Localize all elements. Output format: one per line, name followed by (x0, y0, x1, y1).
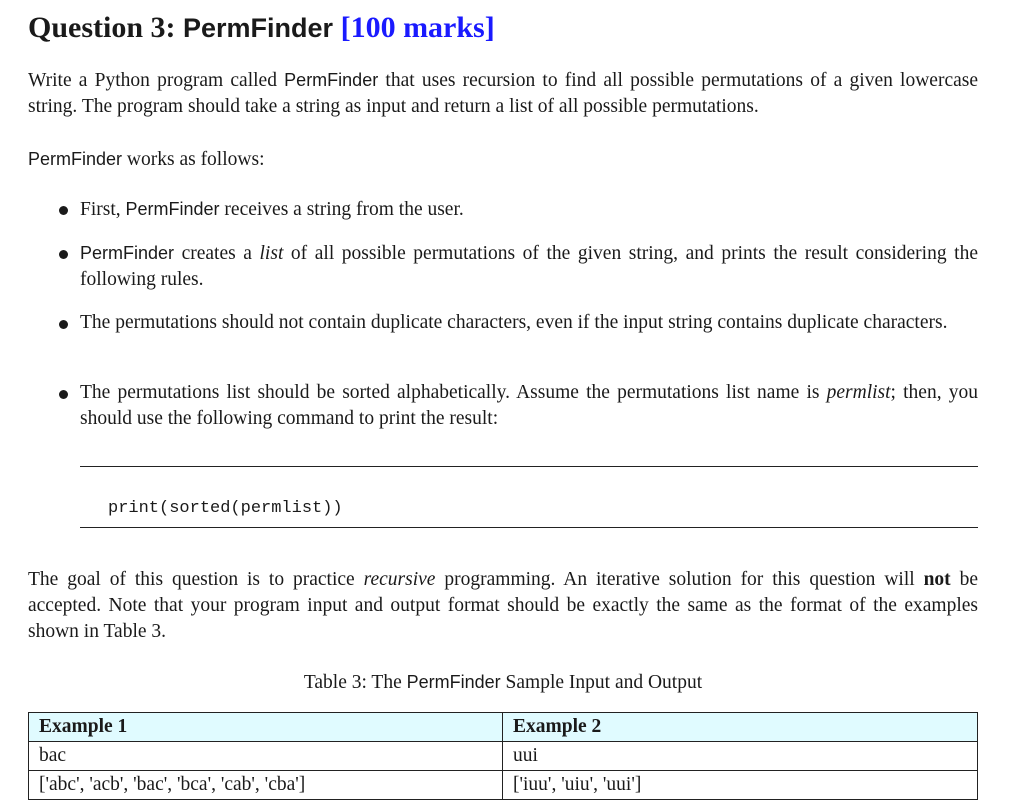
table-reference-link[interactable]: Table 3 (103, 621, 162, 642)
bullet-text: ; then, you should use the following command to print the result: (80, 382, 978, 429)
list-item (80, 380, 978, 432)
goal-text: be accepted. Note that your program input and output format should be exactly the same as the format of the examples shown in (28, 569, 978, 642)
table-cell: uui (503, 742, 978, 771)
table-row (29, 771, 978, 800)
table-cell: ['iuu', 'uiu', 'uui'] (503, 771, 978, 800)
works-as-text: works as follows: (122, 149, 265, 170)
program-name: PermFinder (80, 243, 175, 263)
goal-text: The goal of this question is to practice (28, 569, 364, 590)
bullet-dot-icon (59, 320, 68, 329)
table-header-cell: Example 2 (503, 713, 978, 742)
bullet-text: of all possible permutations of the given string, and prints the result considering the following rules. (80, 243, 978, 290)
list-item (80, 196, 978, 223)
bullet-text: The permutations list should be sorted alphabetically. Assume the permutations list name is (80, 382, 827, 403)
program-name: PermFinder (284, 70, 379, 90)
program-name: PermFinder (406, 672, 501, 692)
emphasis-text: recursive (363, 569, 436, 590)
list-item (80, 240, 978, 293)
bullet-dot-icon (59, 206, 68, 215)
code-divider-top (80, 466, 978, 467)
table-cell: bac (29, 742, 503, 771)
examples-table (28, 712, 978, 800)
question-number: Question 3: (28, 11, 176, 44)
bullet-dot-icon (59, 390, 68, 399)
table-header-cell: Example 1 (29, 713, 503, 742)
bullet-dot-icon (59, 250, 68, 259)
goal-text: . (161, 621, 167, 642)
works-as-paragraph (28, 146, 978, 173)
question-page (28, 6, 979, 795)
marks-open-bracket: [ (340, 11, 351, 44)
marks-close-bracket: ] (484, 11, 495, 44)
program-name-title: PermFinder (183, 13, 334, 43)
marks-label (341, 11, 495, 44)
intro-text-cont: that uses recursion to find all possible permutations of a given lowercase string. The program should take a string as input and return a list of all possible permutations. (28, 70, 979, 117)
marks-link[interactable]: 100 marks (350, 11, 485, 44)
table-cell: ['abc', 'acb', 'bac', 'bca', 'cab', 'cba'] (29, 771, 503, 800)
program-name: PermFinder (125, 199, 220, 219)
intro-paragraph (28, 67, 978, 120)
list-item (80, 310, 978, 336)
goal-paragraph (28, 567, 978, 645)
code-divider-bottom (80, 527, 978, 528)
goal-text: programming. An iterative solution for this question will (435, 569, 924, 590)
table-caption (28, 669, 978, 696)
code-block: print(sorted(permlist)) (108, 499, 343, 518)
table-header-row (29, 713, 978, 742)
caption-text: Table 3: The (303, 672, 407, 693)
bullet-text: First, (80, 199, 126, 220)
emphasis-text: permlist (826, 382, 891, 403)
intro-text: Write a Python program called (28, 70, 285, 91)
emphasis-text: list (259, 243, 284, 264)
caption-text: Sample Input and Output (500, 672, 703, 693)
bullet-text: creates a (174, 243, 260, 264)
question-title (28, 6, 978, 50)
bullet-text: receives a string from the user. (219, 199, 464, 220)
table-row (29, 742, 978, 771)
bullet-text: The permutations should not contain duplicate characters, even if the input string contains duplicate characters. (80, 312, 948, 333)
bold-text: not (923, 569, 951, 590)
program-name: PermFinder (28, 149, 123, 169)
